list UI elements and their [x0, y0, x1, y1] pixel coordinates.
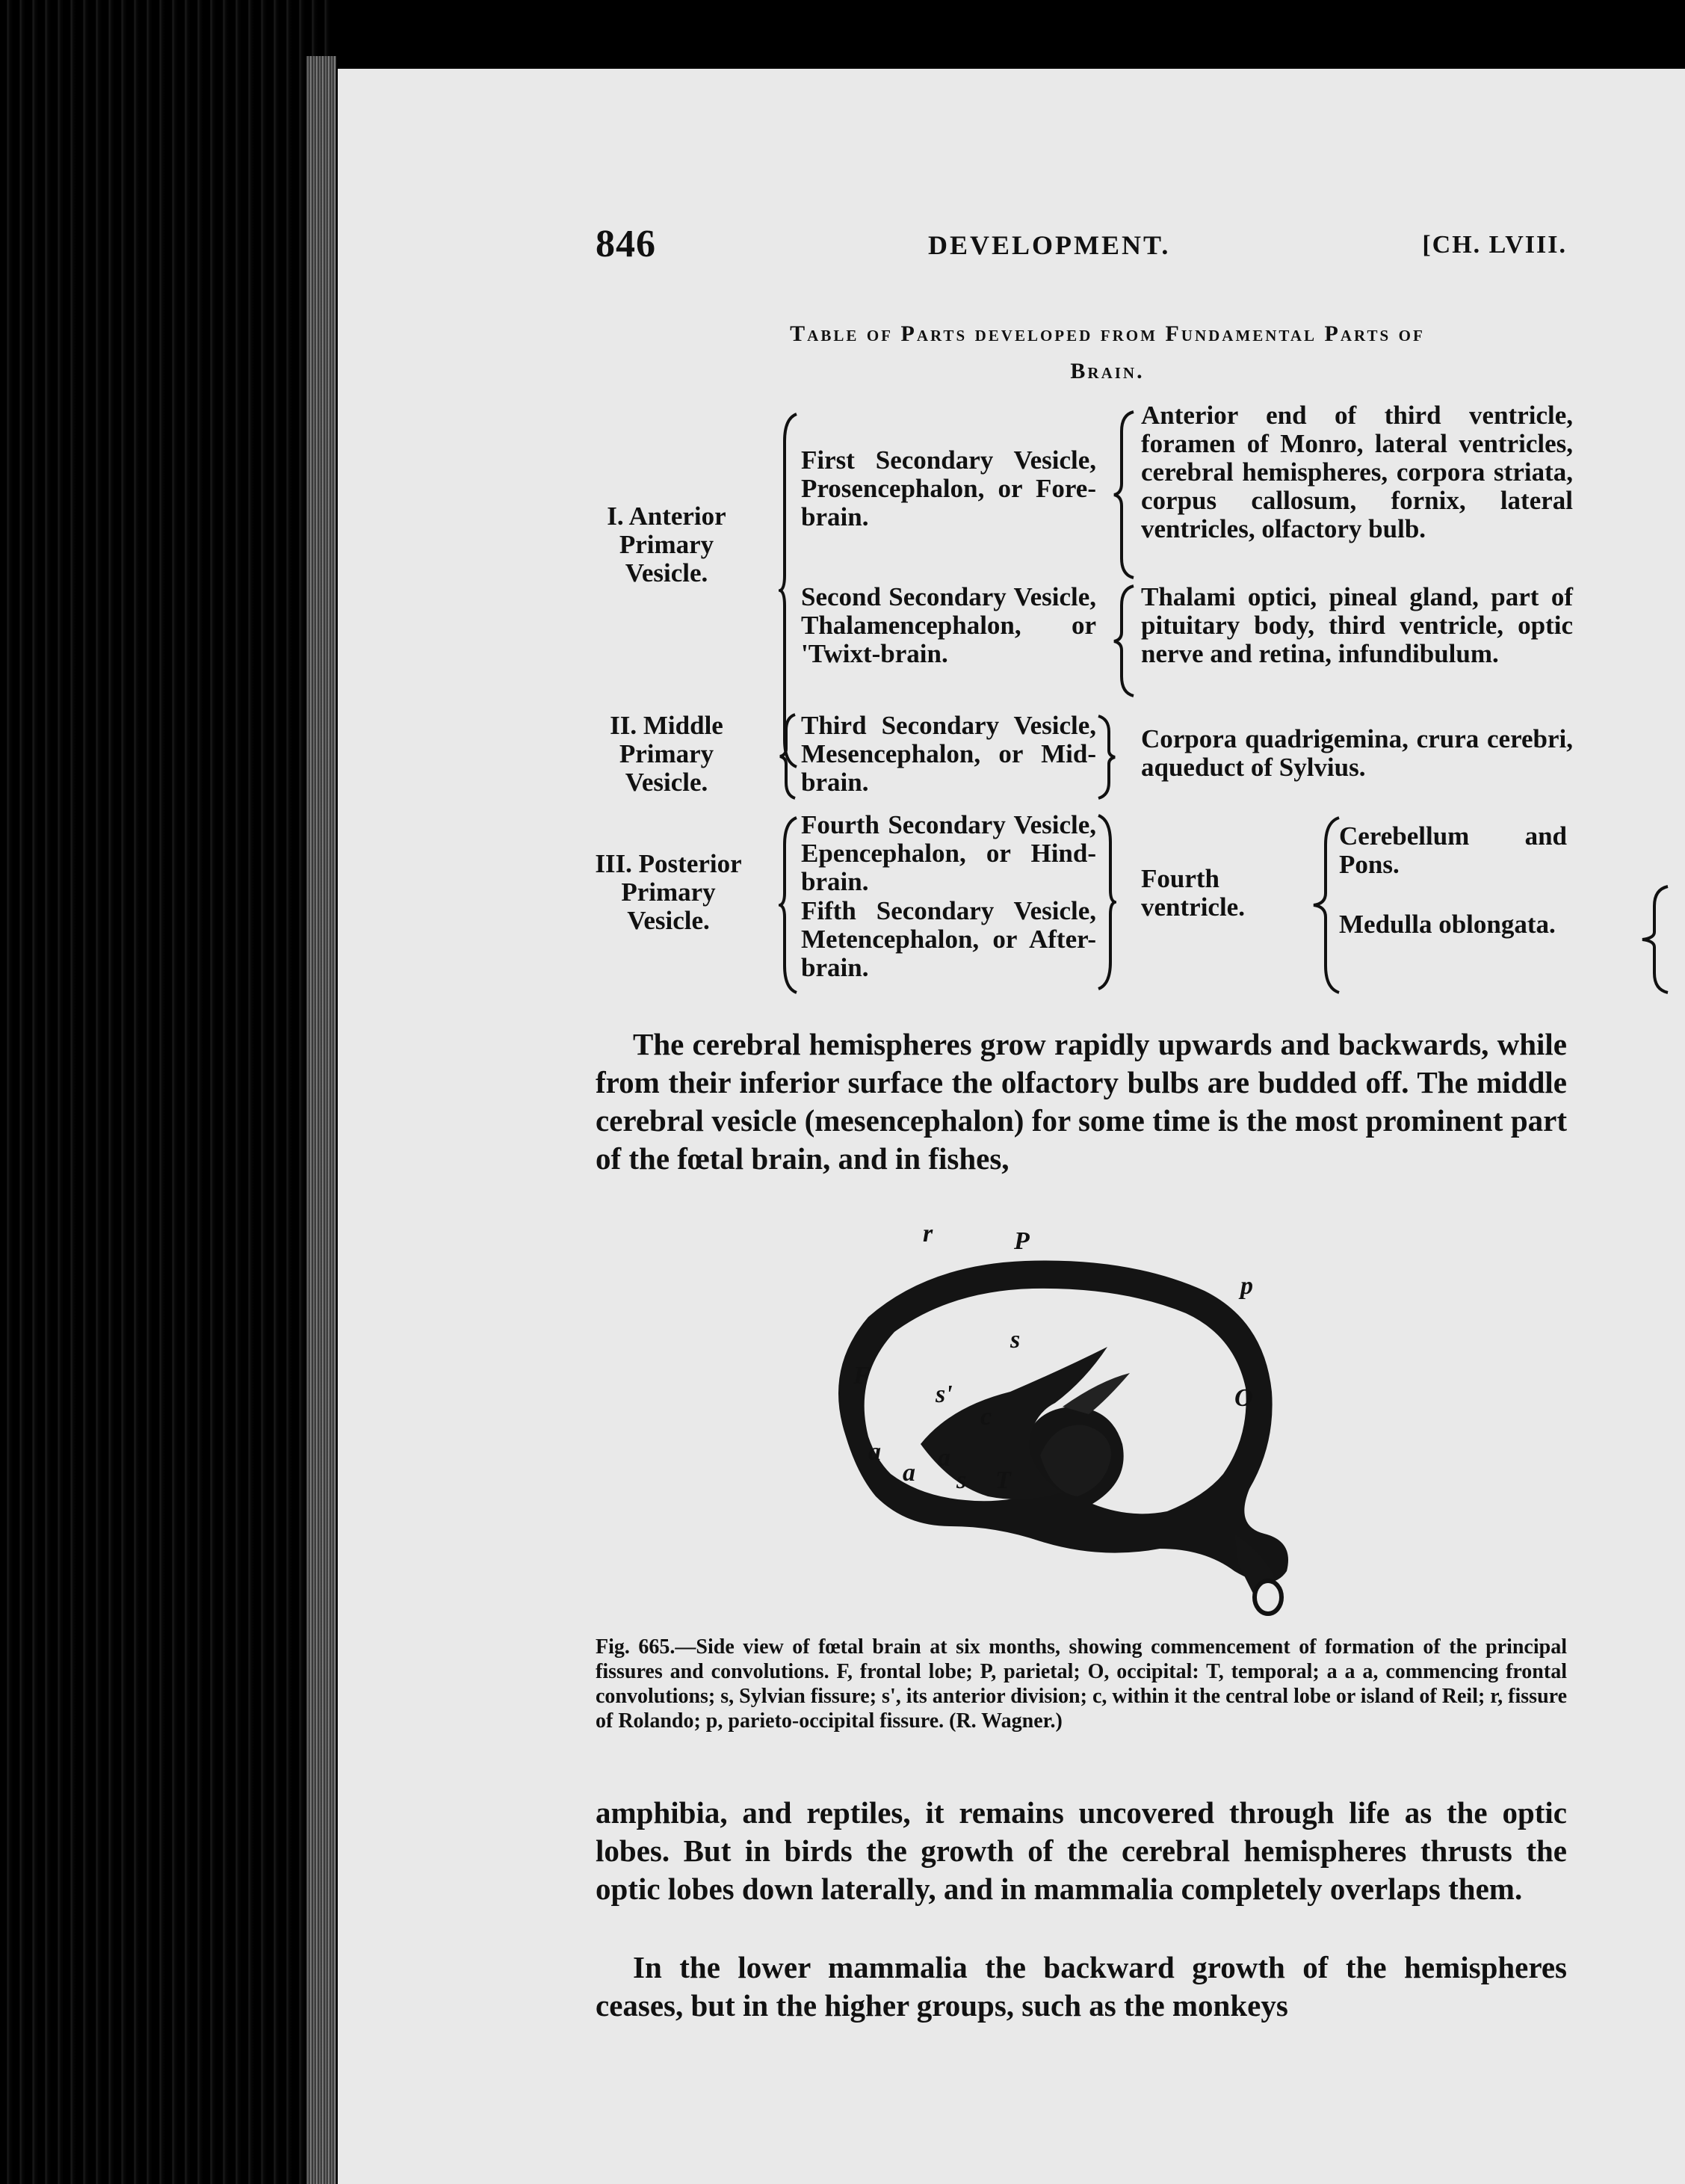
primary-middle: II. Middle Primary Vesicle. [610, 711, 723, 797]
brace-hindbrain-right [1094, 812, 1116, 992]
secondary-third: Third Secondary Vesicle, Mesencephalon, or Mid-brain. [801, 711, 1096, 797]
table-title [652, 315, 1563, 390]
brace-second-secondary [1111, 583, 1138, 699]
figure-caption-text: —Side view of fœtal brain at six months, showing commencement of formation of the principal fissures and convolutions. F, frontal lobe; P, parietal; O, occipital: T, temporal; a a a, commencing frontal convolutions; s, Sylvian fissure; s', its anterior division; c, within it the central lobe or island of Reil; r, fissure of Rolando; p, parieto-occipital fissure. (R. Wagner.) [596, 1635, 1567, 1733]
book-page [338, 69, 1685, 2184]
secondary-first: First Secondary Vesicle, Prosencephalon, or Fore-brain. [801, 445, 1096, 531]
chapter-reference: [CH. LVIII. [1422, 231, 1567, 259]
secondary-fourth: Fourth Secondary Vesicle, Epencephalon, or Hind-brain. [801, 810, 1096, 896]
parts-twixtbrain: Thalami optici, pineal gland, part of pituitary body, third ventricle, optic nerve and retina, infundibulum. [1141, 582, 1573, 668]
figure-caption-lead: Fig. 665. [596, 1635, 675, 1659]
secondary-second: Second Secondary Vesicle, Thalamencephalon, or 'Twixt-brain. [801, 582, 1096, 668]
body-paragraph-3: In the lower mammalia the backward growth of the hemispheres ceases, but in the higher groups, such as the monkeys [596, 1950, 1567, 2023]
figure-label-parietal: P [1014, 1227, 1030, 1255]
figure-label-convolution-2: a [903, 1459, 915, 1487]
fetal-brain-figure [816, 1220, 1302, 1631]
secondary-fifth: Fifth Secondary Vesicle, Metencephalon, or After-brain. [801, 896, 1096, 982]
fetal-brain-illustration [816, 1220, 1302, 1631]
primary-anterior: I. Anterior Primary Vesicle. [607, 502, 726, 587]
book-page-stack [0, 0, 336, 2184]
figure-label-sylvian-lower: s [956, 1466, 967, 1494]
figure-label-central-lobe: c [980, 1403, 992, 1431]
figure-label-convolution-1: a [868, 1438, 881, 1466]
figure-label-sylvian: s [1010, 1326, 1021, 1354]
parts-forebrain: Anterior end of third ventricle, foramen of Monro, lateral ventricles, cerebral hemispheres, corpora striata, corpus callosum, fornix, lateral ventricles, olfactory bulb. [1141, 401, 1573, 543]
brace-posterior [779, 815, 801, 996]
parts-midbrain: Corpora quadrigemina, crura cerebri, aqueduct of Sylvius. [1141, 724, 1573, 782]
brace-first-secondary [1111, 409, 1138, 581]
primary-posterior: III. Posterior Primary Vesicle. [595, 849, 742, 935]
brace-third-right [1094, 713, 1116, 801]
running-title: DEVELOPMENT. [928, 230, 1171, 260]
table-title-line-1: Table of Parts developed from Fundamental Parts of [790, 321, 1425, 346]
figure-label-parieto-occipital: p [1240, 1272, 1253, 1300]
figure-label-convolution-3: a [938, 1444, 950, 1472]
table-title-line-2: Brain. [1070, 359, 1145, 383]
figure-label-occipital: O [1234, 1384, 1253, 1412]
brace-subparts [1309, 815, 1344, 996]
figure-caption [596, 1635, 1567, 1733]
page-header [596, 222, 1567, 274]
page-number: 846 [596, 223, 656, 265]
figure-label-sylvian-anterior: s' [936, 1381, 953, 1408]
page-edge [306, 56, 336, 2184]
figure-label-frontal: F [853, 1362, 871, 1389]
brace-middle [779, 712, 801, 801]
subpart-medulla: Medulla oblongata. [1339, 910, 1556, 939]
figure-label-rolando: r [923, 1220, 933, 1247]
brace-fourth-ventricle [1638, 883, 1672, 996]
parts-fourth-ventricle: Fourth ventricle. [1141, 864, 1245, 922]
subpart-cerebellum: Cerebellum and Pons. [1339, 821, 1567, 879]
body-paragraph-1: The cerebral hemispheres grow rapidly upwards and backwards, while from their inferior surface the olfactory bulbs are budded off. The middle cerebral vesicle (mesencephalon) for some time is the most prominent part of the fœtal brain, and in fishes, [596, 1027, 1567, 1176]
figure-label-temporal: T [995, 1466, 1011, 1494]
body-paragraph-2: amphibia, and reptiles, it remains uncovered through life as the optic lobes. But in birds the growth of the cerebral hemispheres thrusts the optic lobes down laterally, and in mammalia completely overlaps them. [596, 1795, 1567, 1906]
